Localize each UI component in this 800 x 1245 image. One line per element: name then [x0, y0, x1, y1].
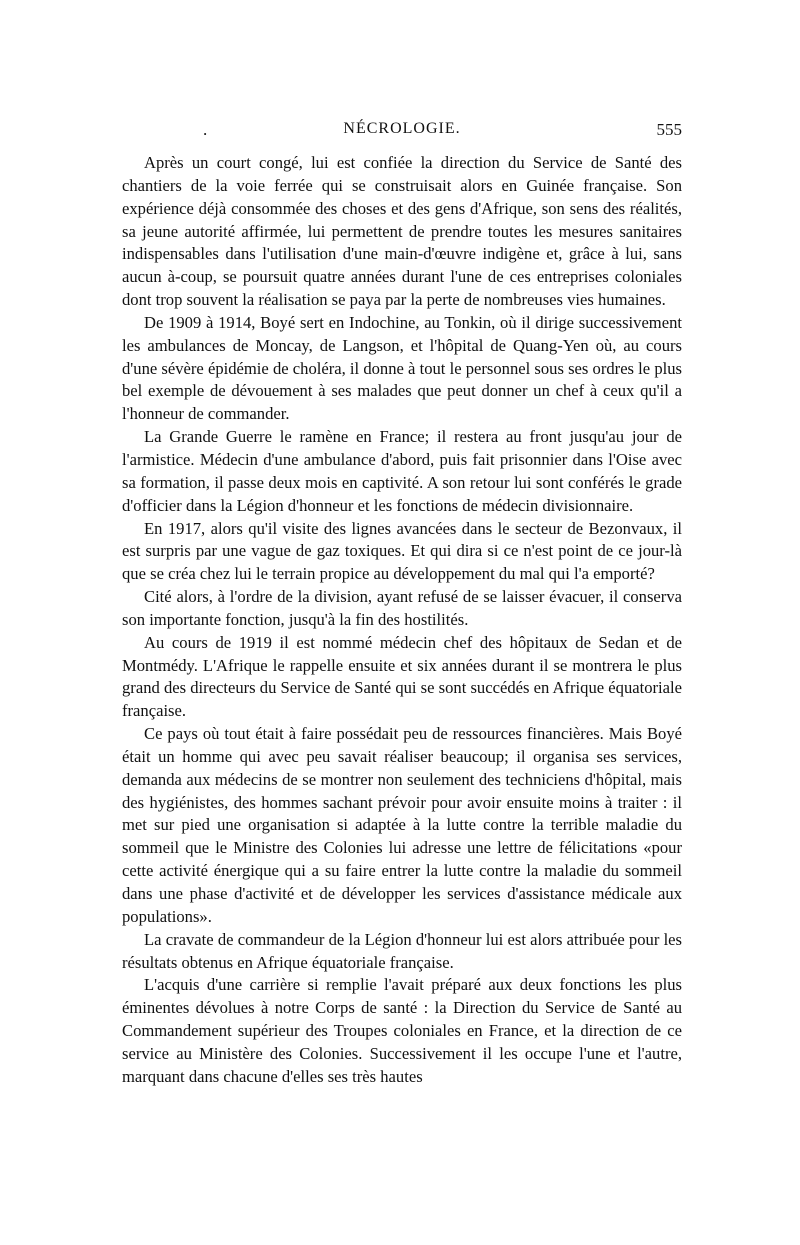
paragraph-3: La Grande Guerre le ramène en France; il restera au front jusqu'au jour de l'armistice. Médecin d'une ambulance d'abord, puis fait prisonnier dans l'Oise avec sa formation, il passe deux mois en captivité. A son retour lui sont conférés le grade d'officier dans la Légion d'honneur et les fonctions de médecin divisionnaire. [122, 427, 682, 515]
paragraph-1: Après un court congé, lui est confiée la direction du Service de Santé des chantiers de la voie ferrée qui se construisait alors en Guinée française. Son expérience déjà consommée des choses et des gens d'Afrique, son sens des réalités, sa jeune autorité affirmée, lui permettent de prendre toutes les mesures sanitaires indispensables dans l'utilisation d'une main-d'œuvre indigène et, grâce à lui, sans aucun à-coup, se poursuit quatre années durant l'une de ces entreprises coloniales dont trop souvent la réalisation se paya par la perte de nombreuses vies humaines. [122, 153, 682, 310]
paragraph-8: La cravate de commandeur de la Légion d'honneur lui est alors attribuée pour les résultats obtenus en Afrique équatoriale française. [122, 929, 682, 972]
book-page [122, 118, 682, 1089]
page-title: NÉCROLOGIE. [343, 120, 461, 137]
paragraph-7: Ce pays où tout était à faire possédait peu de ressources financières. Mais Boyé était un homme qui avec peu savait réaliser beaucoup; il organisa ses services, demanda aux médecins de se montrer non seulement des techniciens d'hôpital, mais des hygiénistes, des hommes sachant prévoir pour avoir ensuite moins à traiter : il met sur pied une organisation si adaptée à la lutte contre la terrible maladie du sommeil que le Ministre des Colonies lui adresse une lettre de félicitations «pour cette activité énergique qui a su faire entrer la lutte contre la maladie du sommeil dans une phase d'activité et de développer les services d'assistance médicale aux populations». [122, 724, 682, 926]
paragraph-6: Au cours de 1919 il est nommé médecin chef des hôpitaux de Sedan et de Montmédy. L'Afrique le rappelle ensuite et six années durant il se montrera le plus grand des directeurs du Service de Santé qui se sont succédés en Afrique équatoriale française. [122, 632, 682, 721]
header-ornament: . [203, 120, 208, 139]
paragraph-5: Cité alors, à l'ordre de la division, ayant refusé de se laisser évacuer, il conserva son importante fonction, jusqu'à la fin des hostilités. [122, 587, 682, 629]
paragraph-2: De 1909 à 1914, Boyé sert en Indochine, au Tonkin, où il dirige successivement les ambulances de Moncay, de Langson, et l'hôpital de Quang-Yen où, au cours d'une sévère épidémie de choléra, il donne à tout le personnel sous ses ordres le plus bel exemple de dévouement à ses malades que peut donner un chef à ceux qu'il a l'honneur de commander. [122, 312, 682, 424]
page-number: 555 [656, 120, 682, 139]
paragraph-9: L'acquis d'une carrière si remplie l'avait préparé aux deux fonctions les plus éminentes dévolues à notre Corps de santé : la Direction du Service de Santé au Commandement supérieur des Troupes coloniales en France, et la direction de ce service au Ministère des Colonies. Successivement il les occupe l'une et l'autre, marquant dans chacune d'elles ses très hautes [122, 975, 682, 1086]
body-text [122, 152, 682, 1089]
running-head [122, 118, 682, 148]
paragraph-4: En 1917, alors qu'il visite des lignes avancées dans le secteur de Bezonvaux, il est surpris par une vague de gaz toxiques. Et qui dira si ce n'est point de ce jour-là que se créa chez lui le terrain propice au développement du mal qui l'a emporté? [122, 518, 682, 584]
